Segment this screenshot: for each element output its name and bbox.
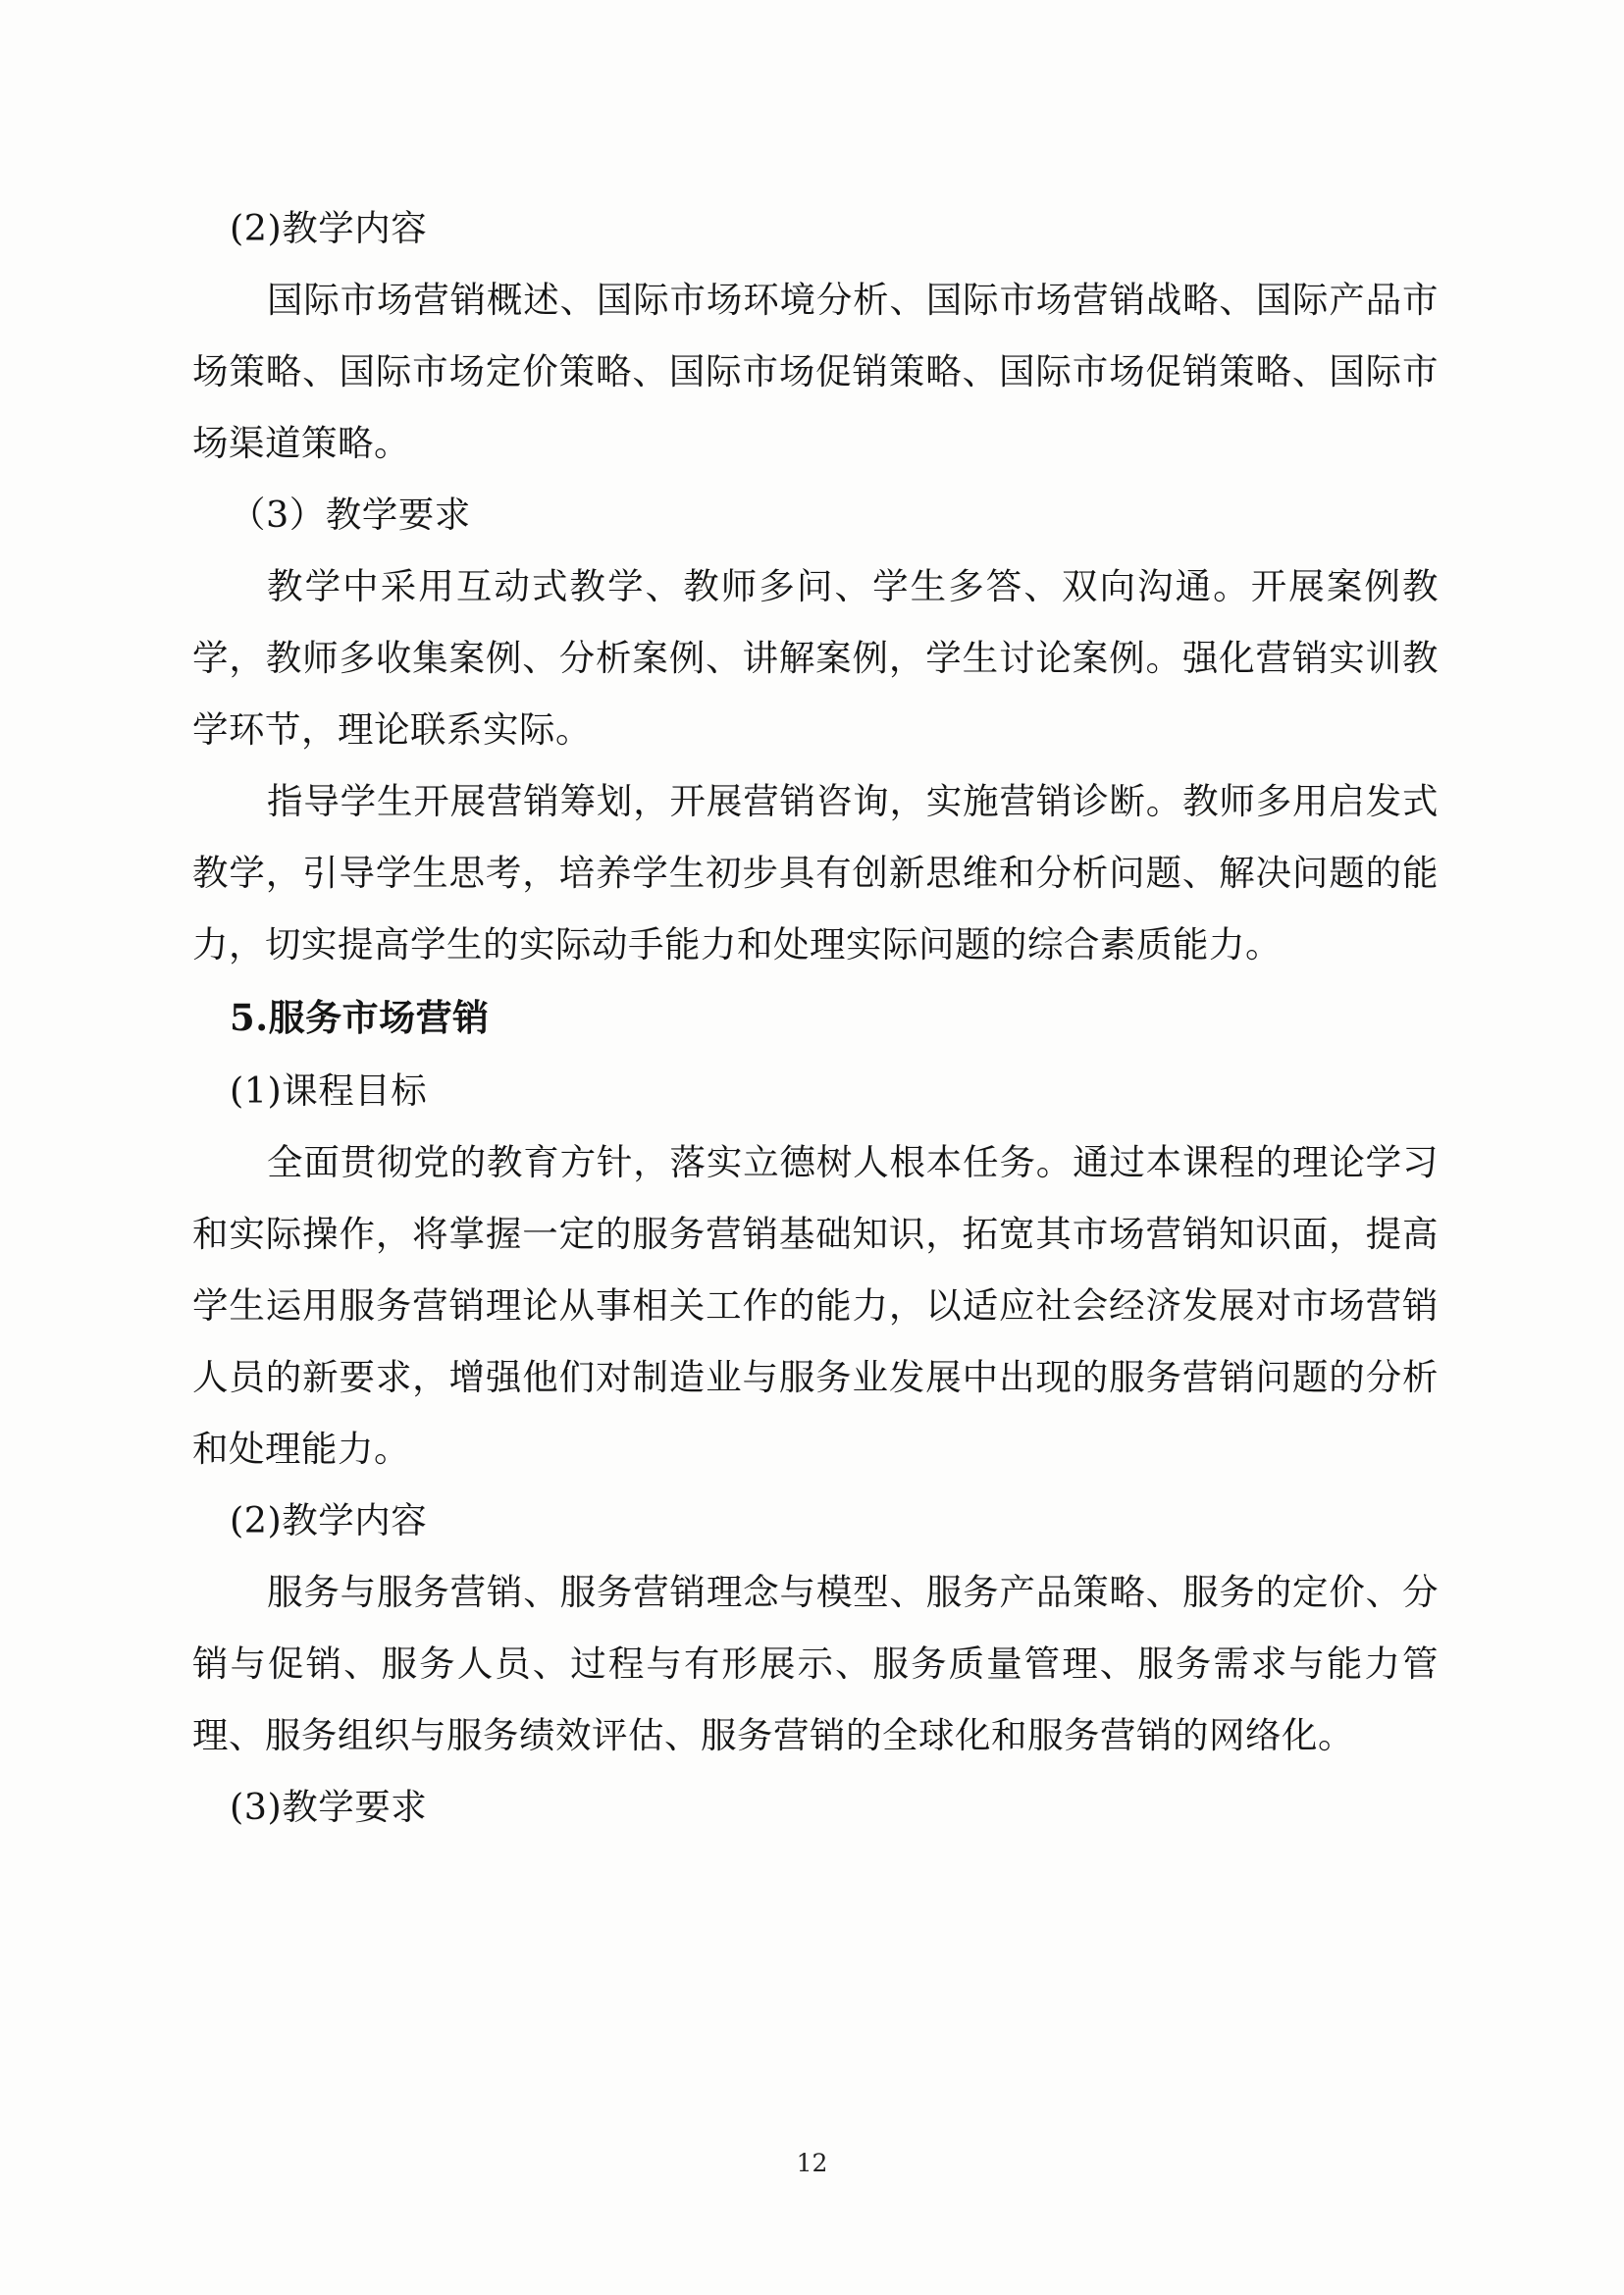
paragraph-teaching-content-2: 服务与服务营销、服务营销理念与模型、服务产品策略、服务的定价、分销与促销、服务人员、过程与有形展示、服务质量管理、服务需求与能力管理、服务组织与服务绩效评估、服务营销的全球化和服务营销的网络化。 — [192, 1571, 1439, 1756]
paragraph-teaching-requirements-1b: 指导学生开展营销筹划，开展营销咨询，实施营销诊断。教师多用启发式教学，引导学生思考，培养学生初步具有创新思维和分析问题、解决问题的能力，切实提高学生的实际动手能力和处理实际问题的综合素质能力。 — [192, 780, 1439, 965]
paragraph-teaching-content-1: 国际市场营销概述、国际市场环境分析、国际市场营销战略、国际产品市场策略、国际市场定价策略、国际市场促销策略、国际市场促销策略、国际市场渠道策略。 — [192, 279, 1439, 464]
page-content — [192, 192, 1439, 1843]
paragraph-course-objectives: 全面贯彻党的教育方针，落实立德树人根本任务。通过本课程的理论学习和实际操作，将掌握一定的服务营销基础知识，拓宽其市场营销知识面，提高学生运用服务营销理论从事相关工作的能力，以适应社会经济发展对市场营销人员的新要求，增强他们对制造业与服务业发展中出现的服务营销问题的分析和处理能力。 — [192, 1141, 1439, 1470]
section-label-course-objectives: (1)课程目标 — [230, 1069, 428, 1112]
page-number: 12 — [796, 2149, 828, 2177]
paragraph-teaching-requirements-1a: 教学中采用互动式教学、教师多问、学生多答、双向沟通。开展案例教学，教师多收集案例、分析案例、讲解案例，学生讨论案例。强化营销实训教学环节，理论联系实际。 — [192, 565, 1439, 751]
section-heading-service-marketing: 5.服务市场营销 — [230, 996, 490, 1039]
section-label-teaching-requirements-2: (3)教学要求 — [230, 1786, 428, 1828]
section-label-teaching-content-2: (2)教学内容 — [230, 1499, 428, 1541]
section-label-teaching-requirements-1: （3）教学要求 — [230, 494, 471, 536]
section-label-teaching-content-1: (2)教学内容 — [230, 207, 428, 249]
